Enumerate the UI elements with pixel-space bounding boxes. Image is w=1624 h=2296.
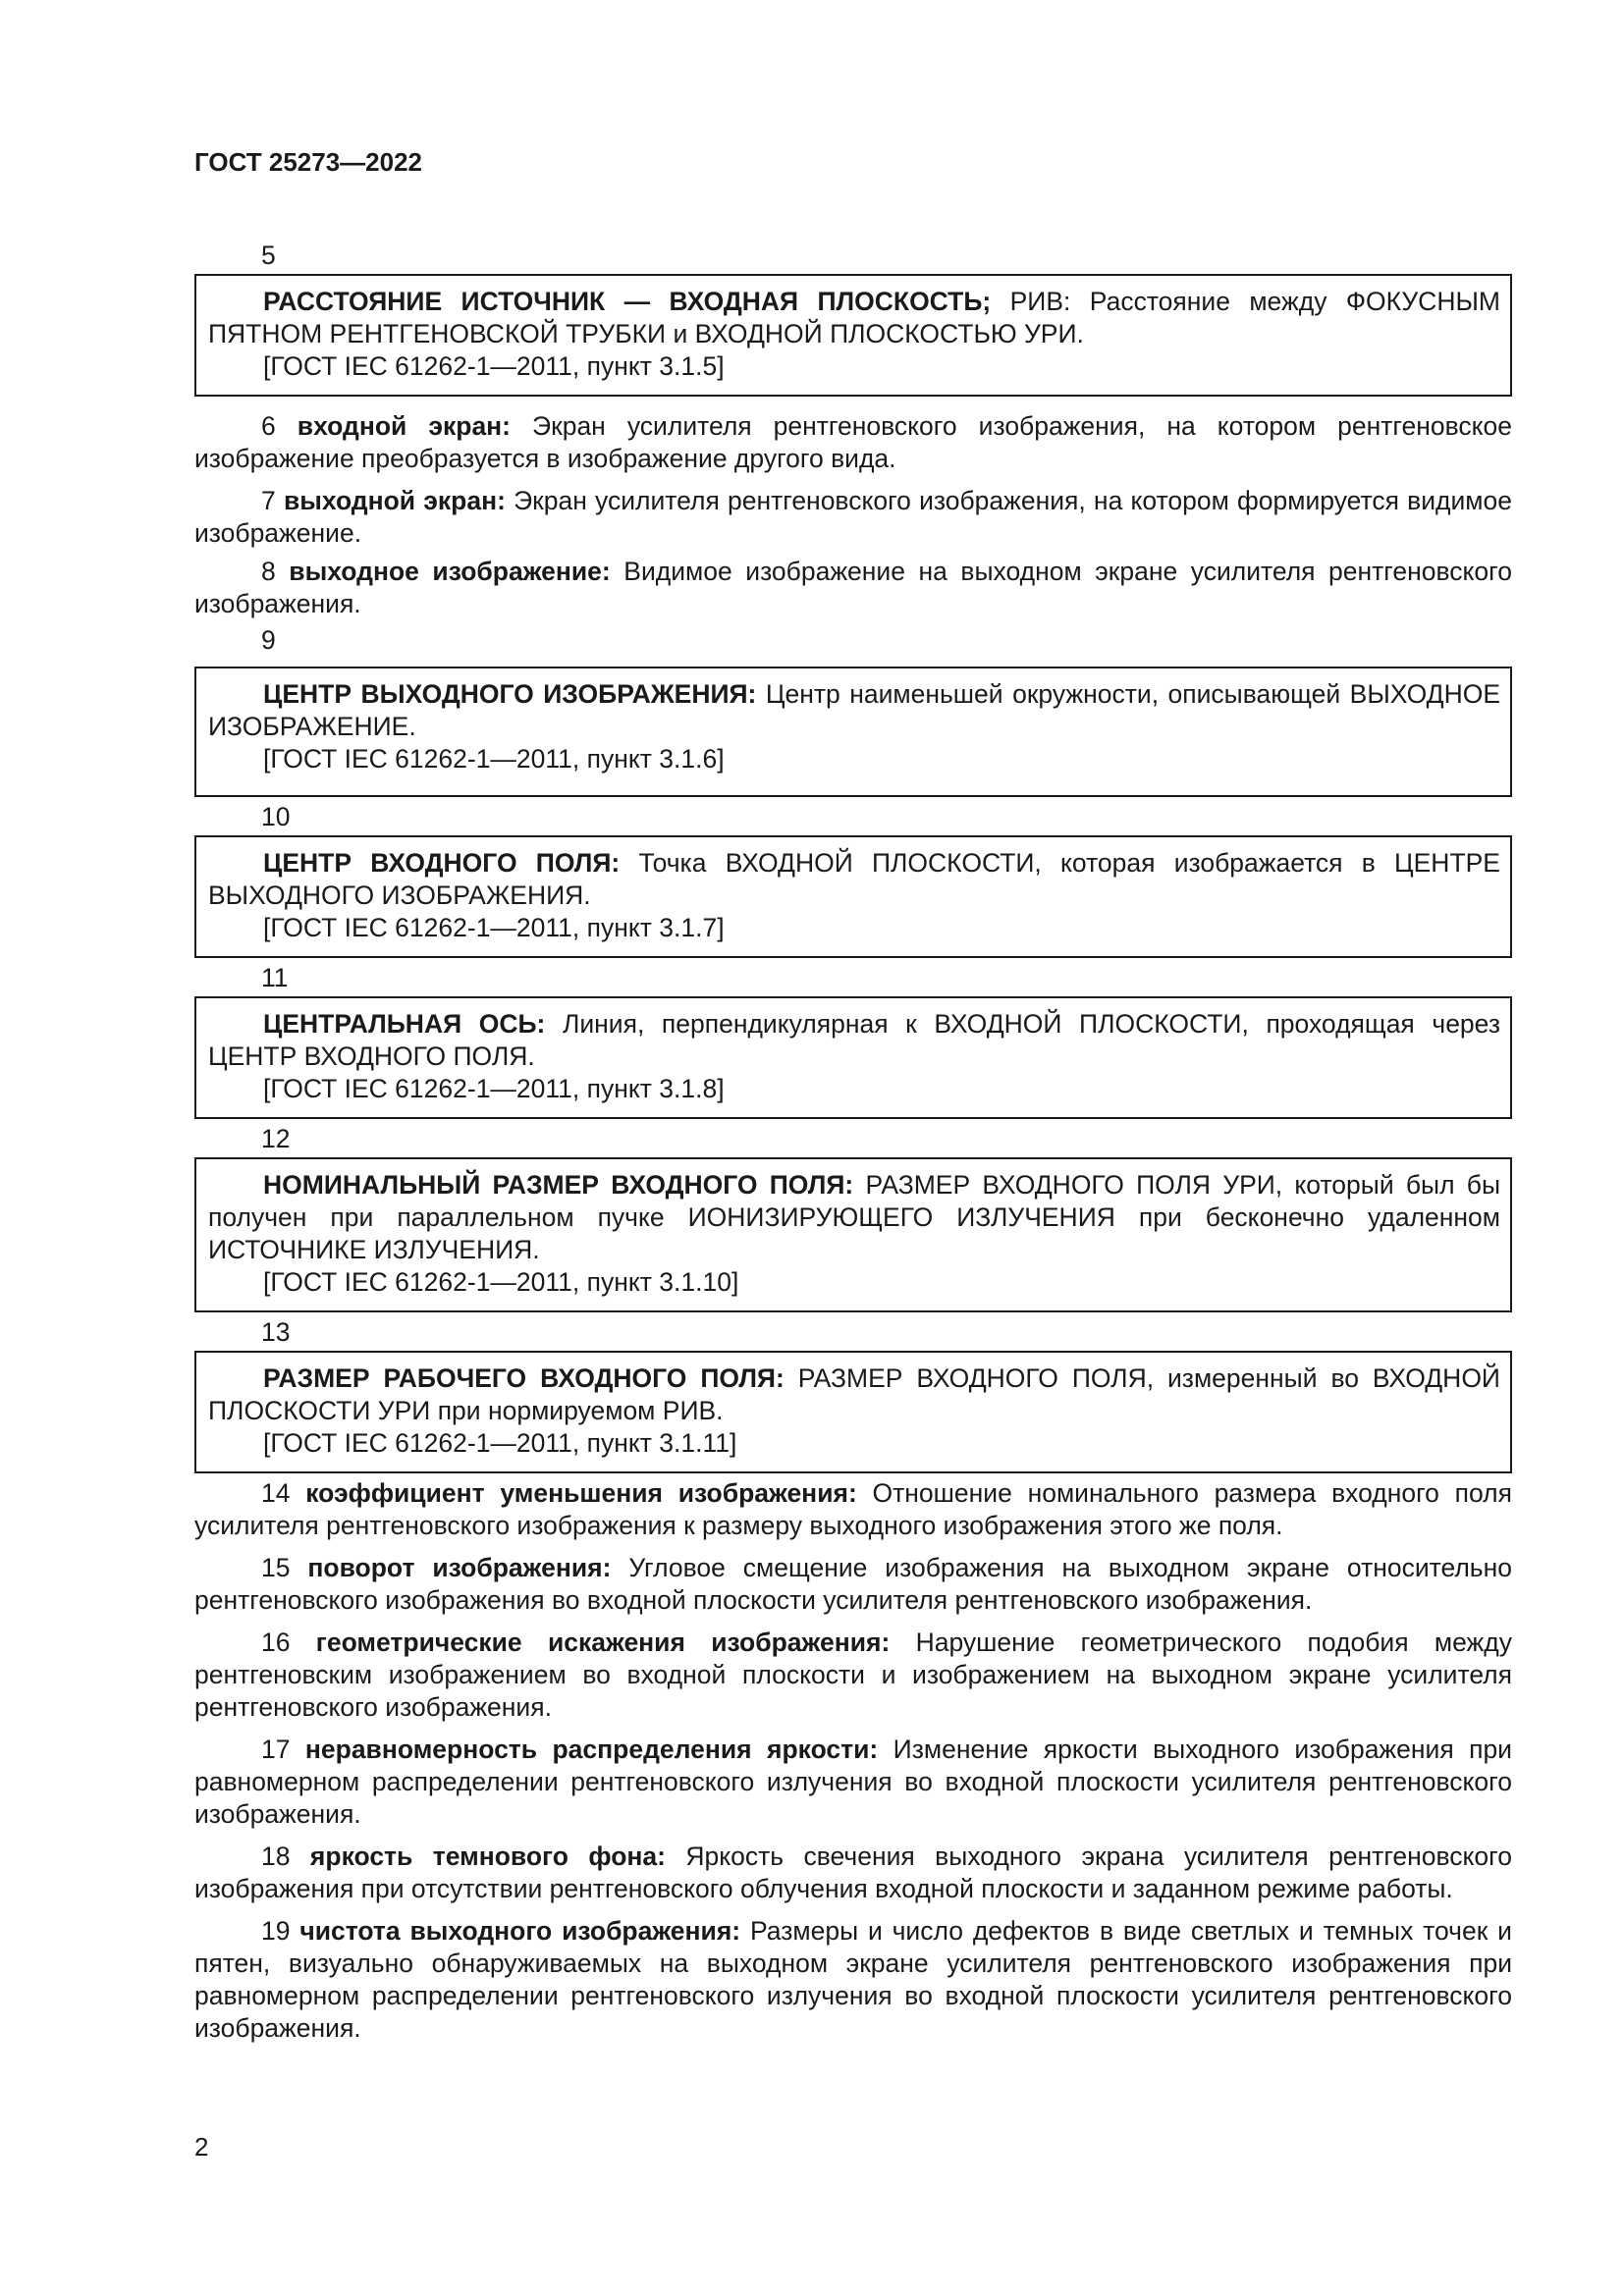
term-name: входной экран: [297, 411, 512, 441]
term-entry-11 [194, 962, 1512, 1119]
term-name: ЦЕНТР ВЫХОДНОГО ИЗОБРАЖЕНИЯ: [263, 679, 757, 709]
term-number: 5 [261, 240, 276, 270]
term-definition: РИВ: Расстояние между ФОКУСНЫМ ПЯТНОМ РЕНТГЕНОВСКОЙ ТРУБКИ и ВХОДНОЙ ПЛОСКОСТЬЮ УРИ. [208, 287, 1500, 348]
term-number: 14 [261, 1478, 291, 1508]
term-name: выходной экран: [283, 486, 506, 515]
term-number: 6 [261, 411, 276, 441]
term-name: НОМИНАЛЬНЫЙ РАЗМЕР ВХОДНОГО ПОЛЯ: [263, 1170, 854, 1200]
page-number: 2 [194, 2132, 209, 2162]
term-name: ЦЕНТРАЛЬНАЯ ОСЬ: [263, 1009, 546, 1039]
term-name: чистота выходного изображения: [299, 1916, 741, 1946]
term-definition: Изменение яркости выходного изображения при равномерном распределении рентгеновского излучения во входной плоскости усилителя рентгеновского изображения. [194, 1735, 1512, 1829]
term-number: 17 [261, 1735, 291, 1764]
term-entry-7 [194, 485, 1512, 550]
term-definition: Экран усилителя рентгеновского изображения, на котором рентгеновское изображение преобразуется в изображение другого вида. [194, 411, 1512, 473]
term-entry-18 [194, 1841, 1512, 1905]
term-source: [ГОСТ IEC 61262-1—2011, пункт 3.1.5] [263, 351, 725, 381]
term-source: [ГОСТ IEC 61262-1—2011, пункт 3.1.7] [263, 913, 725, 942]
term-entry-12 [194, 1123, 1512, 1312]
term-definition: Центр наименьшей окружности, описывающей ВЫХОДНОЕ ИЗОБРАЖЕНИЕ. [208, 679, 1500, 741]
term-entry-14 [194, 1477, 1512, 1542]
term-name: геометрические искажения изображения: [315, 1628, 891, 1657]
term-name: ЦЕНТР ВХОДНОГО ПОЛЯ: [263, 848, 621, 878]
term-definition: Яркость свечения выходного экрана усилителя рентгеновского изображения при отсутствии рентгеновского облучения входной плоскости и заданном режиме работы. [194, 1842, 1512, 1903]
term-entry-15 [194, 1552, 1512, 1617]
term-box [194, 667, 1512, 797]
term-definition: Нарушение геометрического подобия между рентгеновским изображением во входной плоскости и изображением на выходном экране усилителя рентгеновского изображения. [194, 1628, 1512, 1722]
terms-list [194, 236, 1512, 2045]
term-definition: РАЗМЕР ВХОДНОГО ПОЛЯ, измеренный во ВХОДНОЙ ПЛОСКОСТИ УРИ при нормируемом РИВ. [208, 1363, 1500, 1425]
term-name: РАЗМЕР РАБОЧЕГО ВХОДНОГО ПОЛЯ: [263, 1363, 785, 1393]
term-name: неравномерность распределения яркости: [304, 1735, 879, 1764]
term-entry-8 [194, 556, 1512, 620]
term-name: поворот изображения: [307, 1553, 612, 1582]
term-number: 15 [261, 1553, 291, 1582]
term-box [194, 1157, 1512, 1312]
term-definition: Экран усилителя рентгеновского изображения, на котором формируется видимое изображение. [194, 486, 1512, 548]
term-definition: Размеры и число дефектов в виде светлых и темных точек и пятен, визуально обнаруживаемых на выходном экране усилителя рентгеновского изображения при равномерном распределении рентгеновского излучения во входной плоскости усилителя рентгеновского изображения. [194, 1916, 1512, 2043]
term-definition: Отношение номинального размера входного поля усилителя рентгеновского изображения к размеру выходного изображения этого же поля. [194, 1478, 1512, 1540]
document-header: ГОСТ 25273—2022 [194, 147, 422, 177]
term-number: 13 [261, 1317, 291, 1347]
term-entry-10 [194, 801, 1512, 958]
term-box [194, 996, 1512, 1119]
term-entry-5 [194, 240, 1512, 397]
term-name: выходное изображение: [289, 557, 611, 586]
term-entry-9 [194, 624, 1512, 797]
term-number: 16 [261, 1628, 291, 1657]
term-definition: РАЗМЕР ВХОДНОГО ПОЛЯ УРИ, который был бы получен при параллельном пучке ИОНИЗИРУЮЩЕГО ИЗЛУЧЕНИЯ при бесконечно удаленном ИСТОЧНИКЕ ИЗЛУЧЕНИЯ. [208, 1170, 1500, 1264]
term-number: 9 [261, 625, 276, 655]
term-box [194, 835, 1512, 958]
term-entry-6 [194, 410, 1512, 475]
term-definition: Угловое смещение изображения на выходном экране относительно рентгеновского изображения во входной плоскости усилителя рентгеновского изображения. [194, 1553, 1512, 1615]
term-number: 11 [261, 963, 289, 992]
term-source: [ГОСТ IEC 61262-1—2011, пункт 3.1.6] [263, 744, 725, 774]
term-entry-17 [194, 1734, 1512, 1831]
term-name: РАССТОЯНИЕ ИСТОЧНИК — ВХОДНАЯ ПЛОСКОСТЬ; [263, 287, 992, 316]
term-number: 8 [261, 557, 276, 586]
term-definition: Точка ВХОДНОЙ ПЛОСКОСТИ, которая изображается в ЦЕНТРЕ ВЫХОДНОГО ИЗОБРАЖЕНИЯ. [208, 848, 1500, 910]
term-entry-19 [194, 1915, 1512, 2045]
term-number: 12 [261, 1124, 291, 1153]
term-name: коэффициент уменьшения изображения: [305, 1478, 857, 1508]
term-box [194, 274, 1512, 397]
term-definition: Видимое изображение на выходном экране усилителя рентгеновского изображения. [194, 557, 1512, 618]
term-source: [ГОСТ IEC 61262-1—2011, пункт 3.1.8] [263, 1074, 725, 1103]
term-definition: Линия, перпендикулярная к ВХОДНОЙ ПЛОСКОСТИ, проходящая через ЦЕНТР ВХОДНОГО ПОЛЯ. [208, 1009, 1500, 1071]
term-number: 7 [261, 486, 276, 515]
term-number: 19 [261, 1916, 291, 1946]
term-box [194, 1351, 1512, 1473]
term-name: яркость темнового фона: [309, 1842, 666, 1871]
term-number: 10 [261, 802, 291, 831]
term-entry-16 [194, 1627, 1512, 1724]
term-source: [ГОСТ IEC 61262-1—2011, пункт 3.1.10] [263, 1267, 739, 1297]
term-number: 18 [261, 1842, 291, 1871]
term-source: [ГОСТ IEC 61262-1—2011, пункт 3.1.11] [263, 1428, 737, 1458]
term-entry-13 [194, 1316, 1512, 1473]
